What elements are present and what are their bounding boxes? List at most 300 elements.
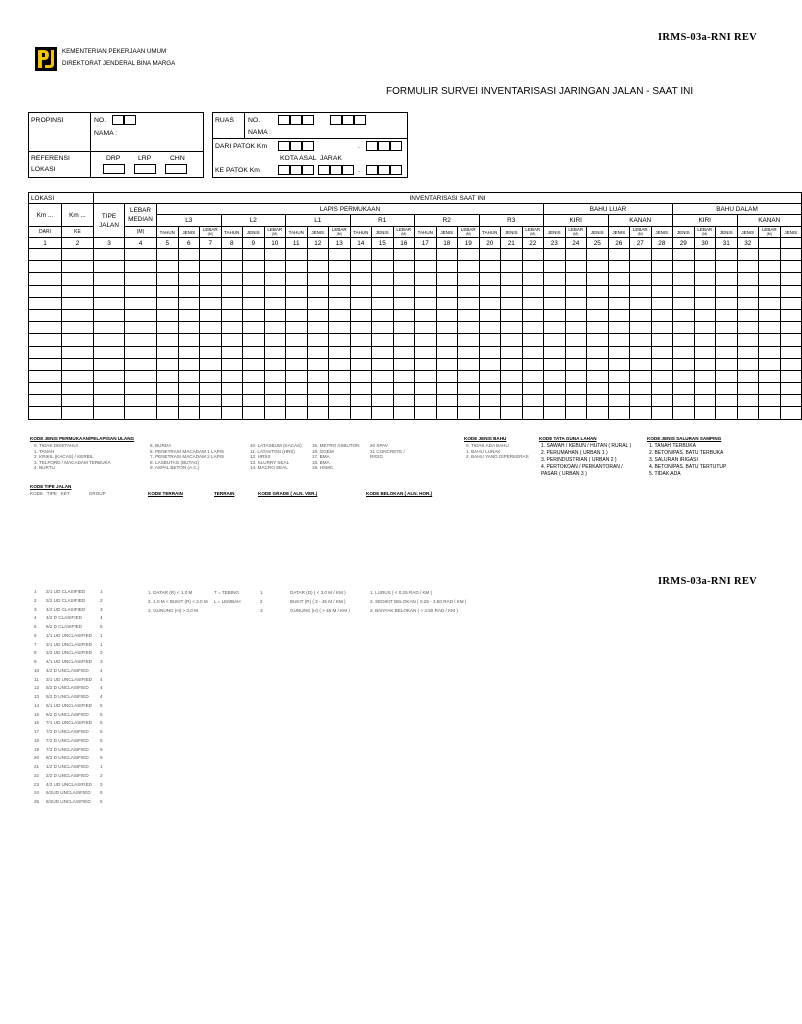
entry-cell[interactable] bbox=[243, 358, 265, 370]
entry-cell[interactable] bbox=[221, 261, 243, 273]
entry-cell[interactable] bbox=[759, 309, 781, 321]
entry-cell[interactable] bbox=[264, 249, 286, 261]
ke-patok-cell-8[interactable] bbox=[378, 165, 390, 175]
entry-cell[interactable] bbox=[716, 370, 738, 382]
entry-cell[interactable] bbox=[307, 261, 329, 273]
entry-cell[interactable] bbox=[522, 383, 544, 395]
entry-cell[interactable] bbox=[29, 346, 62, 358]
entry-cell[interactable] bbox=[479, 309, 501, 321]
entry-cell[interactable] bbox=[780, 285, 802, 297]
entry-cell[interactable] bbox=[415, 285, 437, 297]
entry-cell[interactable] bbox=[780, 273, 802, 285]
entry-cell[interactable] bbox=[479, 358, 501, 370]
ruas-no-cell-6[interactable] bbox=[354, 115, 366, 125]
entry-cell[interactable] bbox=[307, 309, 329, 321]
entry-cell[interactable] bbox=[221, 334, 243, 346]
entry-cell[interactable] bbox=[436, 358, 458, 370]
entry-cell[interactable] bbox=[608, 297, 630, 309]
entry-cell[interactable] bbox=[673, 273, 695, 285]
entry-cell[interactable] bbox=[522, 407, 544, 419]
entry-cell[interactable] bbox=[350, 273, 372, 285]
ke-patok-cell-1[interactable] bbox=[278, 165, 290, 175]
entry-cell[interactable] bbox=[673, 407, 695, 419]
entry-cell[interactable] bbox=[673, 309, 695, 321]
entry-cell[interactable] bbox=[178, 261, 200, 273]
entry-cell[interactable] bbox=[716, 395, 738, 407]
entry-cell[interactable] bbox=[62, 334, 94, 346]
entry-cell[interactable] bbox=[479, 261, 501, 273]
entry-cell[interactable] bbox=[307, 273, 329, 285]
entry-cell[interactable] bbox=[587, 395, 609, 407]
propinsi-no-cell-1[interactable] bbox=[112, 115, 124, 125]
entry-cell[interactable] bbox=[350, 395, 372, 407]
entry-cell[interactable] bbox=[178, 273, 200, 285]
entry-cell[interactable] bbox=[62, 407, 94, 419]
entry-cell[interactable] bbox=[544, 358, 566, 370]
entry-cell[interactable] bbox=[501, 346, 523, 358]
entry-cell[interactable] bbox=[415, 297, 437, 309]
entry-cell[interactable] bbox=[94, 297, 125, 309]
entry-cell[interactable] bbox=[501, 395, 523, 407]
entry-cell[interactable] bbox=[372, 322, 394, 334]
entry-cell[interactable] bbox=[329, 273, 351, 285]
entry-cell[interactable] bbox=[759, 370, 781, 382]
entry-cell[interactable] bbox=[94, 322, 125, 334]
dari-patok-cell-4[interactable] bbox=[366, 141, 378, 151]
entry-cell[interactable] bbox=[243, 322, 265, 334]
entry-cell[interactable] bbox=[544, 370, 566, 382]
entry-cell[interactable] bbox=[178, 249, 200, 261]
entry-cell[interactable] bbox=[372, 407, 394, 419]
entry-cell[interactable] bbox=[286, 346, 308, 358]
entry-cell[interactable] bbox=[458, 395, 480, 407]
entry-cell[interactable] bbox=[329, 334, 351, 346]
entry-cell[interactable] bbox=[479, 285, 501, 297]
entry-cell[interactable] bbox=[393, 346, 415, 358]
entry-cell[interactable] bbox=[200, 261, 222, 273]
entry-cell[interactable] bbox=[415, 249, 437, 261]
entry-cell[interactable] bbox=[62, 273, 94, 285]
entry-cell[interactable] bbox=[178, 322, 200, 334]
entry-cell[interactable] bbox=[651, 334, 673, 346]
entry-cell[interactable] bbox=[737, 322, 759, 334]
entry-cell[interactable] bbox=[587, 297, 609, 309]
entry-cell[interactable] bbox=[630, 273, 652, 285]
entry-cell[interactable] bbox=[372, 249, 394, 261]
entry-cell[interactable] bbox=[587, 383, 609, 395]
entry-cell[interactable] bbox=[157, 358, 179, 370]
entry-cell[interactable] bbox=[565, 273, 587, 285]
entry-cell[interactable] bbox=[694, 261, 716, 273]
entry-cell[interactable] bbox=[716, 383, 738, 395]
entry-cell[interactable] bbox=[178, 346, 200, 358]
entry-cell[interactable] bbox=[125, 273, 157, 285]
entry-cell[interactable] bbox=[243, 334, 265, 346]
dari-patok-cell-3[interactable] bbox=[302, 141, 314, 151]
entry-cell[interactable] bbox=[94, 383, 125, 395]
entry-cell[interactable] bbox=[329, 370, 351, 382]
entry-cell[interactable] bbox=[264, 261, 286, 273]
entry-cell[interactable] bbox=[178, 297, 200, 309]
entry-cell[interactable] bbox=[372, 358, 394, 370]
entry-cell[interactable] bbox=[264, 309, 286, 321]
entry-cell[interactable] bbox=[243, 309, 265, 321]
entry-cell[interactable] bbox=[694, 370, 716, 382]
entry-cell[interactable] bbox=[200, 285, 222, 297]
entry-cell[interactable] bbox=[501, 309, 523, 321]
entry-cell[interactable] bbox=[608, 407, 630, 419]
entry-cell[interactable] bbox=[587, 285, 609, 297]
entry-cell[interactable] bbox=[29, 322, 62, 334]
entry-cell[interactable] bbox=[565, 297, 587, 309]
entry-cell[interactable] bbox=[329, 358, 351, 370]
entry-cell[interactable] bbox=[415, 383, 437, 395]
entry-cell[interactable] bbox=[350, 407, 372, 419]
entry-cell[interactable] bbox=[608, 273, 630, 285]
entry-cell[interactable] bbox=[393, 249, 415, 261]
entry-cell[interactable] bbox=[587, 346, 609, 358]
entry-cell[interactable] bbox=[94, 273, 125, 285]
entry-cell[interactable] bbox=[393, 334, 415, 346]
entry-cell[interactable] bbox=[737, 346, 759, 358]
entry-cell[interactable] bbox=[307, 297, 329, 309]
entry-cell[interactable] bbox=[62, 285, 94, 297]
entry-cell[interactable] bbox=[264, 395, 286, 407]
entry-cell[interactable] bbox=[522, 334, 544, 346]
entry-cell[interactable] bbox=[286, 358, 308, 370]
entry-cell[interactable] bbox=[243, 407, 265, 419]
entry-cell[interactable] bbox=[94, 285, 125, 297]
entry-cell[interactable] bbox=[501, 334, 523, 346]
entry-cell[interactable] bbox=[608, 370, 630, 382]
entry-cell[interactable] bbox=[544, 285, 566, 297]
entry-cell[interactable] bbox=[608, 358, 630, 370]
entry-cell[interactable] bbox=[522, 285, 544, 297]
entry-cell[interactable] bbox=[458, 261, 480, 273]
entry-cell[interactable] bbox=[479, 322, 501, 334]
entry-cell[interactable] bbox=[286, 395, 308, 407]
entry-cell[interactable] bbox=[780, 346, 802, 358]
entry-cell[interactable] bbox=[372, 370, 394, 382]
entry-cell[interactable] bbox=[651, 407, 673, 419]
entry-cell[interactable] bbox=[415, 395, 437, 407]
entry-cell[interactable] bbox=[458, 407, 480, 419]
entry-cell[interactable] bbox=[436, 370, 458, 382]
entry-cell[interactable] bbox=[651, 249, 673, 261]
entry-cell[interactable] bbox=[458, 346, 480, 358]
entry-cell[interactable] bbox=[630, 309, 652, 321]
entry-cell[interactable] bbox=[587, 273, 609, 285]
entry-cell[interactable] bbox=[243, 395, 265, 407]
entry-cell[interactable] bbox=[221, 249, 243, 261]
entry-cell[interactable] bbox=[608, 309, 630, 321]
entry-cell[interactable] bbox=[501, 407, 523, 419]
entry-cell[interactable] bbox=[307, 407, 329, 419]
entry-cell[interactable] bbox=[458, 297, 480, 309]
entry-cell[interactable] bbox=[62, 322, 94, 334]
entry-cell[interactable] bbox=[651, 395, 673, 407]
entry-cell[interactable] bbox=[200, 407, 222, 419]
entry-cell[interactable] bbox=[264, 334, 286, 346]
entry-cell[interactable] bbox=[673, 322, 695, 334]
entry-cell[interactable] bbox=[716, 249, 738, 261]
entry-cell[interactable] bbox=[178, 407, 200, 419]
entry-cell[interactable] bbox=[243, 346, 265, 358]
entry-cell[interactable] bbox=[759, 285, 781, 297]
entry-cell[interactable] bbox=[759, 297, 781, 309]
entry-cell[interactable] bbox=[737, 334, 759, 346]
entry-cell[interactable] bbox=[372, 273, 394, 285]
entry-cell[interactable] bbox=[565, 395, 587, 407]
entry-cell[interactable] bbox=[522, 249, 544, 261]
entry-cell[interactable] bbox=[694, 297, 716, 309]
entry-cell[interactable] bbox=[716, 334, 738, 346]
entry-cell[interactable] bbox=[307, 285, 329, 297]
entry-cell[interactable] bbox=[157, 322, 179, 334]
ke-patok-cell-4[interactable] bbox=[318, 165, 330, 175]
entry-cell[interactable] bbox=[780, 297, 802, 309]
entry-cell[interactable] bbox=[29, 309, 62, 321]
entry-cell[interactable] bbox=[393, 309, 415, 321]
entry-cell[interactable] bbox=[157, 383, 179, 395]
entry-cell[interactable] bbox=[350, 358, 372, 370]
entry-cell[interactable] bbox=[393, 358, 415, 370]
entry-cell[interactable] bbox=[372, 346, 394, 358]
entry-cell[interactable] bbox=[737, 407, 759, 419]
entry-cell[interactable] bbox=[544, 383, 566, 395]
entry-cell[interactable] bbox=[780, 407, 802, 419]
entry-cell[interactable] bbox=[780, 334, 802, 346]
entry-cell[interactable] bbox=[286, 309, 308, 321]
entry-cell[interactable] bbox=[673, 261, 695, 273]
entry-cell[interactable] bbox=[436, 273, 458, 285]
ke-patok-cell-3[interactable] bbox=[302, 165, 314, 175]
entry-cell[interactable] bbox=[522, 309, 544, 321]
entry-cell[interactable] bbox=[157, 407, 179, 419]
entry-cell[interactable] bbox=[608, 395, 630, 407]
entry-cell[interactable] bbox=[415, 322, 437, 334]
entry-cell[interactable] bbox=[62, 383, 94, 395]
entry-cell[interactable] bbox=[200, 346, 222, 358]
entry-cell[interactable] bbox=[673, 334, 695, 346]
entry-cell[interactable] bbox=[436, 261, 458, 273]
entry-cell[interactable] bbox=[458, 273, 480, 285]
entry-cell[interactable] bbox=[522, 273, 544, 285]
entry-cell[interactable] bbox=[630, 395, 652, 407]
entry-cell[interactable] bbox=[436, 322, 458, 334]
entry-cell[interactable] bbox=[630, 322, 652, 334]
entry-cell[interactable] bbox=[673, 383, 695, 395]
entry-cell[interactable] bbox=[125, 285, 157, 297]
entry-cell[interactable] bbox=[157, 297, 179, 309]
entry-cell[interactable] bbox=[544, 297, 566, 309]
dari-patok-cell-2[interactable] bbox=[290, 141, 302, 151]
entry-cell[interactable] bbox=[372, 261, 394, 273]
entry-cell[interactable] bbox=[221, 297, 243, 309]
entry-cell[interactable] bbox=[737, 261, 759, 273]
entry-cell[interactable] bbox=[458, 334, 480, 346]
entry-cell[interactable] bbox=[673, 346, 695, 358]
entry-cell[interactable] bbox=[694, 407, 716, 419]
entry-cell[interactable] bbox=[694, 334, 716, 346]
ruas-no-cell-2[interactable] bbox=[290, 115, 302, 125]
entry-cell[interactable] bbox=[415, 346, 437, 358]
entry-cell[interactable] bbox=[737, 358, 759, 370]
entry-cell[interactable] bbox=[221, 285, 243, 297]
entry-cell[interactable] bbox=[125, 309, 157, 321]
entry-cell[interactable] bbox=[350, 297, 372, 309]
entry-cell[interactable] bbox=[264, 370, 286, 382]
entry-cell[interactable] bbox=[29, 358, 62, 370]
entry-cell[interactable] bbox=[759, 273, 781, 285]
entry-cell[interactable] bbox=[125, 249, 157, 261]
entry-cell[interactable] bbox=[94, 370, 125, 382]
entry-cell[interactable] bbox=[565, 358, 587, 370]
entry-cell[interactable] bbox=[200, 334, 222, 346]
entry-cell[interactable] bbox=[737, 370, 759, 382]
entry-cell[interactable] bbox=[651, 346, 673, 358]
entry-cell[interactable] bbox=[200, 297, 222, 309]
entry-cell[interactable] bbox=[221, 322, 243, 334]
entry-cell[interactable] bbox=[501, 285, 523, 297]
entry-cell[interactable] bbox=[544, 395, 566, 407]
entry-cell[interactable] bbox=[264, 383, 286, 395]
entry-cell[interactable] bbox=[29, 249, 62, 261]
entry-cell[interactable] bbox=[673, 370, 695, 382]
entry-cell[interactable] bbox=[608, 261, 630, 273]
entry-cell[interactable] bbox=[651, 322, 673, 334]
entry-cell[interactable] bbox=[221, 383, 243, 395]
entry-cell[interactable] bbox=[694, 346, 716, 358]
ruas-no-cell-3[interactable] bbox=[302, 115, 314, 125]
entry-cell[interactable] bbox=[565, 249, 587, 261]
entry-cell[interactable] bbox=[264, 273, 286, 285]
entry-cell[interactable] bbox=[221, 346, 243, 358]
entry-cell[interactable] bbox=[544, 309, 566, 321]
entry-cell[interactable] bbox=[329, 346, 351, 358]
entry-cell[interactable] bbox=[544, 261, 566, 273]
entry-cell[interactable] bbox=[673, 249, 695, 261]
entry-cell[interactable] bbox=[264, 407, 286, 419]
entry-cell[interactable] bbox=[587, 407, 609, 419]
entry-cell[interactable] bbox=[716, 285, 738, 297]
entry-cell[interactable] bbox=[178, 358, 200, 370]
entry-cell[interactable] bbox=[544, 334, 566, 346]
entry-cell[interactable] bbox=[307, 322, 329, 334]
entry-cell[interactable] bbox=[565, 407, 587, 419]
entry-cell[interactable] bbox=[651, 285, 673, 297]
entry-cell[interactable] bbox=[243, 370, 265, 382]
entry-cell[interactable] bbox=[286, 334, 308, 346]
entry-cell[interactable] bbox=[29, 407, 62, 419]
entry-cell[interactable] bbox=[415, 407, 437, 419]
entry-cell[interactable] bbox=[608, 334, 630, 346]
entry-cell[interactable] bbox=[125, 383, 157, 395]
entry-cell[interactable] bbox=[673, 358, 695, 370]
entry-cell[interactable] bbox=[759, 249, 781, 261]
entry-cell[interactable] bbox=[608, 285, 630, 297]
entry-cell[interactable] bbox=[62, 261, 94, 273]
propinsi-no-cell-2[interactable] bbox=[124, 115, 136, 125]
entry-cell[interactable] bbox=[544, 407, 566, 419]
entry-cell[interactable] bbox=[157, 395, 179, 407]
entry-cell[interactable] bbox=[673, 297, 695, 309]
entry-cell[interactable] bbox=[651, 370, 673, 382]
entry-cell[interactable] bbox=[329, 383, 351, 395]
entry-cell[interactable] bbox=[436, 297, 458, 309]
entry-cell[interactable] bbox=[200, 249, 222, 261]
entry-cell[interactable] bbox=[479, 346, 501, 358]
entry-cell[interactable] bbox=[501, 322, 523, 334]
entry-cell[interactable] bbox=[94, 346, 125, 358]
entry-cell[interactable] bbox=[565, 383, 587, 395]
ruas-no-cell-4[interactable] bbox=[330, 115, 342, 125]
entry-cell[interactable] bbox=[286, 273, 308, 285]
entry-cell[interactable] bbox=[372, 297, 394, 309]
entry-cell[interactable] bbox=[694, 322, 716, 334]
entry-cell[interactable] bbox=[716, 407, 738, 419]
entry-cell[interactable] bbox=[630, 297, 652, 309]
entry-cell[interactable] bbox=[458, 285, 480, 297]
entry-cell[interactable] bbox=[350, 261, 372, 273]
entry-cell[interactable] bbox=[501, 370, 523, 382]
entry-cell[interactable] bbox=[458, 370, 480, 382]
entry-cell[interactable] bbox=[737, 273, 759, 285]
entry-cell[interactable] bbox=[125, 261, 157, 273]
entry-cell[interactable] bbox=[329, 285, 351, 297]
entry-cell[interactable] bbox=[264, 346, 286, 358]
entry-cell[interactable] bbox=[737, 297, 759, 309]
entry-cell[interactable] bbox=[29, 285, 62, 297]
entry-cell[interactable] bbox=[125, 297, 157, 309]
dari-patok-cell-5[interactable] bbox=[378, 141, 390, 151]
entry-cell[interactable] bbox=[501, 383, 523, 395]
entry-cell[interactable] bbox=[415, 261, 437, 273]
entry-cell[interactable] bbox=[157, 334, 179, 346]
entry-cell[interactable] bbox=[350, 334, 372, 346]
entry-cell[interactable] bbox=[264, 297, 286, 309]
entry-cell[interactable] bbox=[479, 297, 501, 309]
entry-cell[interactable] bbox=[565, 261, 587, 273]
entry-cell[interactable] bbox=[157, 346, 179, 358]
entry-cell[interactable] bbox=[329, 261, 351, 273]
entry-cell[interactable] bbox=[458, 322, 480, 334]
entry-cell[interactable] bbox=[651, 309, 673, 321]
entry-cell[interactable] bbox=[716, 322, 738, 334]
entry-cell[interactable] bbox=[393, 297, 415, 309]
entry-cell[interactable] bbox=[780, 261, 802, 273]
entry-cell[interactable] bbox=[62, 370, 94, 382]
entry-cell[interactable] bbox=[200, 370, 222, 382]
entry-cell[interactable] bbox=[243, 261, 265, 273]
entry-cell[interactable] bbox=[501, 273, 523, 285]
entry-cell[interactable] bbox=[716, 261, 738, 273]
entry-cell[interactable] bbox=[565, 370, 587, 382]
entry-cell[interactable] bbox=[393, 370, 415, 382]
entry-cell[interactable] bbox=[522, 297, 544, 309]
entry-cell[interactable] bbox=[307, 370, 329, 382]
entry-cell[interactable] bbox=[329, 395, 351, 407]
entry-cell[interactable] bbox=[544, 249, 566, 261]
entry-cell[interactable] bbox=[587, 322, 609, 334]
entry-cell[interactable] bbox=[178, 285, 200, 297]
entry-cell[interactable] bbox=[565, 334, 587, 346]
entry-cell[interactable] bbox=[350, 285, 372, 297]
entry-cell[interactable] bbox=[307, 346, 329, 358]
entry-cell[interactable] bbox=[94, 309, 125, 321]
entry-cell[interactable] bbox=[178, 395, 200, 407]
entry-cell[interactable] bbox=[62, 346, 94, 358]
